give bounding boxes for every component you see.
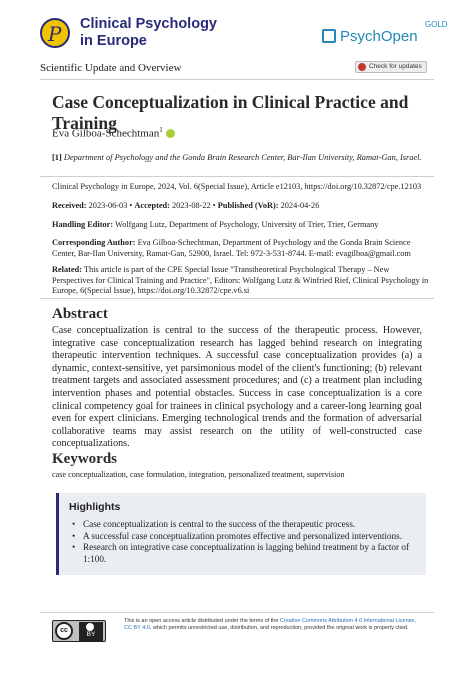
license-text: This is an open access article distributed under the terms of the Creative Commons Attribution 4.0 International License, CC BY 4.0, which permits unrestricted use, distribution, and reproduction, provided the original work is properly cited. <box>124 618 416 632</box>
divider <box>40 176 434 177</box>
divider <box>40 79 434 80</box>
affiliation: [1] Department of Psychology and the Gonda Brain Research Center, Bar-Ilan University, Ramat-Gan, Israel. <box>52 153 422 162</box>
citation-line[interactable]: Clinical Psychology in Europe, 2024, Vol. 6(Special Issue), Article e12103, https://doi.org/10.32872/cpe.12103 <box>52 182 422 191</box>
attribution-icon <box>86 623 94 631</box>
highlights-heading: Highlights <box>69 501 121 513</box>
by-label: BY <box>79 622 103 641</box>
author-affiliation-ref: 1 <box>159 126 163 134</box>
author-name[interactable]: Eva Gilboa-Schechtman <box>52 127 160 140</box>
section-type: Scientific Update and Overview <box>40 62 182 74</box>
article-title: Case Conceptualization in Clinical Practice and Training <box>52 92 409 133</box>
journal-header <box>40 14 448 54</box>
highlights-box <box>56 493 426 575</box>
journal-name[interactable]: Clinical Psychology in Europe <box>80 16 217 49</box>
highlight-item: • Case conceptualization is central to the success of the therapeutic process. <box>69 519 416 531</box>
cc-icon: cc <box>55 622 73 640</box>
author-line <box>52 126 175 140</box>
keywords-text: case conceptualization, case formulation, integration, personalized treatment, supervision <box>52 470 345 479</box>
cc-by-license-icon[interactable] <box>52 620 106 642</box>
journal-logo-icon: P <box>40 18 70 48</box>
highlight-item: • Research on integrative case conceptualization is lagging behind treatment by a factor of 1:100. <box>69 542 416 565</box>
publisher-tier: GOLD <box>424 20 448 29</box>
publisher-logo[interactable]: PsychOpen GOLD <box>322 28 418 45</box>
dates-line: Received: 2023-06-03 • Accepted: 2023-08-22 • Published (VoR): 2024-04-26 <box>52 201 320 210</box>
crossmark-icon <box>358 63 366 71</box>
check-for-updates-button[interactable]: Check for updates <box>355 61 427 73</box>
handling-editor: Handling Editor: Wolfgang Lutz, Department of Psychology, University of Trier, Trier, Germany <box>52 220 379 229</box>
abstract-text: Case conceptualization is central to the success of the therapeutic process. However, integrative case conceptualization research has lagged behind research on integrating therapeutic intervention techniques. A successful case conceptualization provides (a) a dynamic, context-sensitive, yet parsimonious model of the client's functioning; (b) relevant treatment targets and associated assessment procedures; and (c) a treatment plan including intervention phases and potential obstacles. Success in case conceptualization is a core clinical competency goal for trainees in clinical psychology and a career-long learning goal even for expert clinicians. Emerging technological trends and the formation of adversarial collaborative teams may assist research on the utility of well-constructed case conceptualizations. <box>52 325 422 450</box>
keywords-heading: Keywords <box>52 451 117 467</box>
license-link[interactable]: Creative Commons Attribution 4.0 International License, CC BY 4.0 <box>124 618 416 632</box>
divider <box>40 298 434 299</box>
orcid-icon[interactable] <box>166 129 175 138</box>
highlight-item: • A successful case conceptualization promotes effective and personalized interventions. <box>69 531 416 543</box>
psychopen-icon <box>322 29 336 43</box>
divider <box>40 612 434 613</box>
abstract-heading: Abstract <box>52 306 108 322</box>
corresponding-author: Corresponding Author: Eva Gilboa-Schechtman, Department of Psychology and the Gonda Brain Science Center, Bar-Ilan University, Ramat-Gan, 52900, Israel. Tel: 972-3-531-8744. E-mail: evagilboa@gmail.com <box>52 238 411 258</box>
related-note: Related: This article is part of the CPE Special Issue "Transtheoretical Psychological Therapy – New Perspectives for Clinical Training and Practice", Editors: Wolfgang Lutz & Winfried Rief, Clinical Psychology in Europe, 6(Special Issue), https://doi.org/10.32872/cpe.v6.si <box>52 265 429 296</box>
